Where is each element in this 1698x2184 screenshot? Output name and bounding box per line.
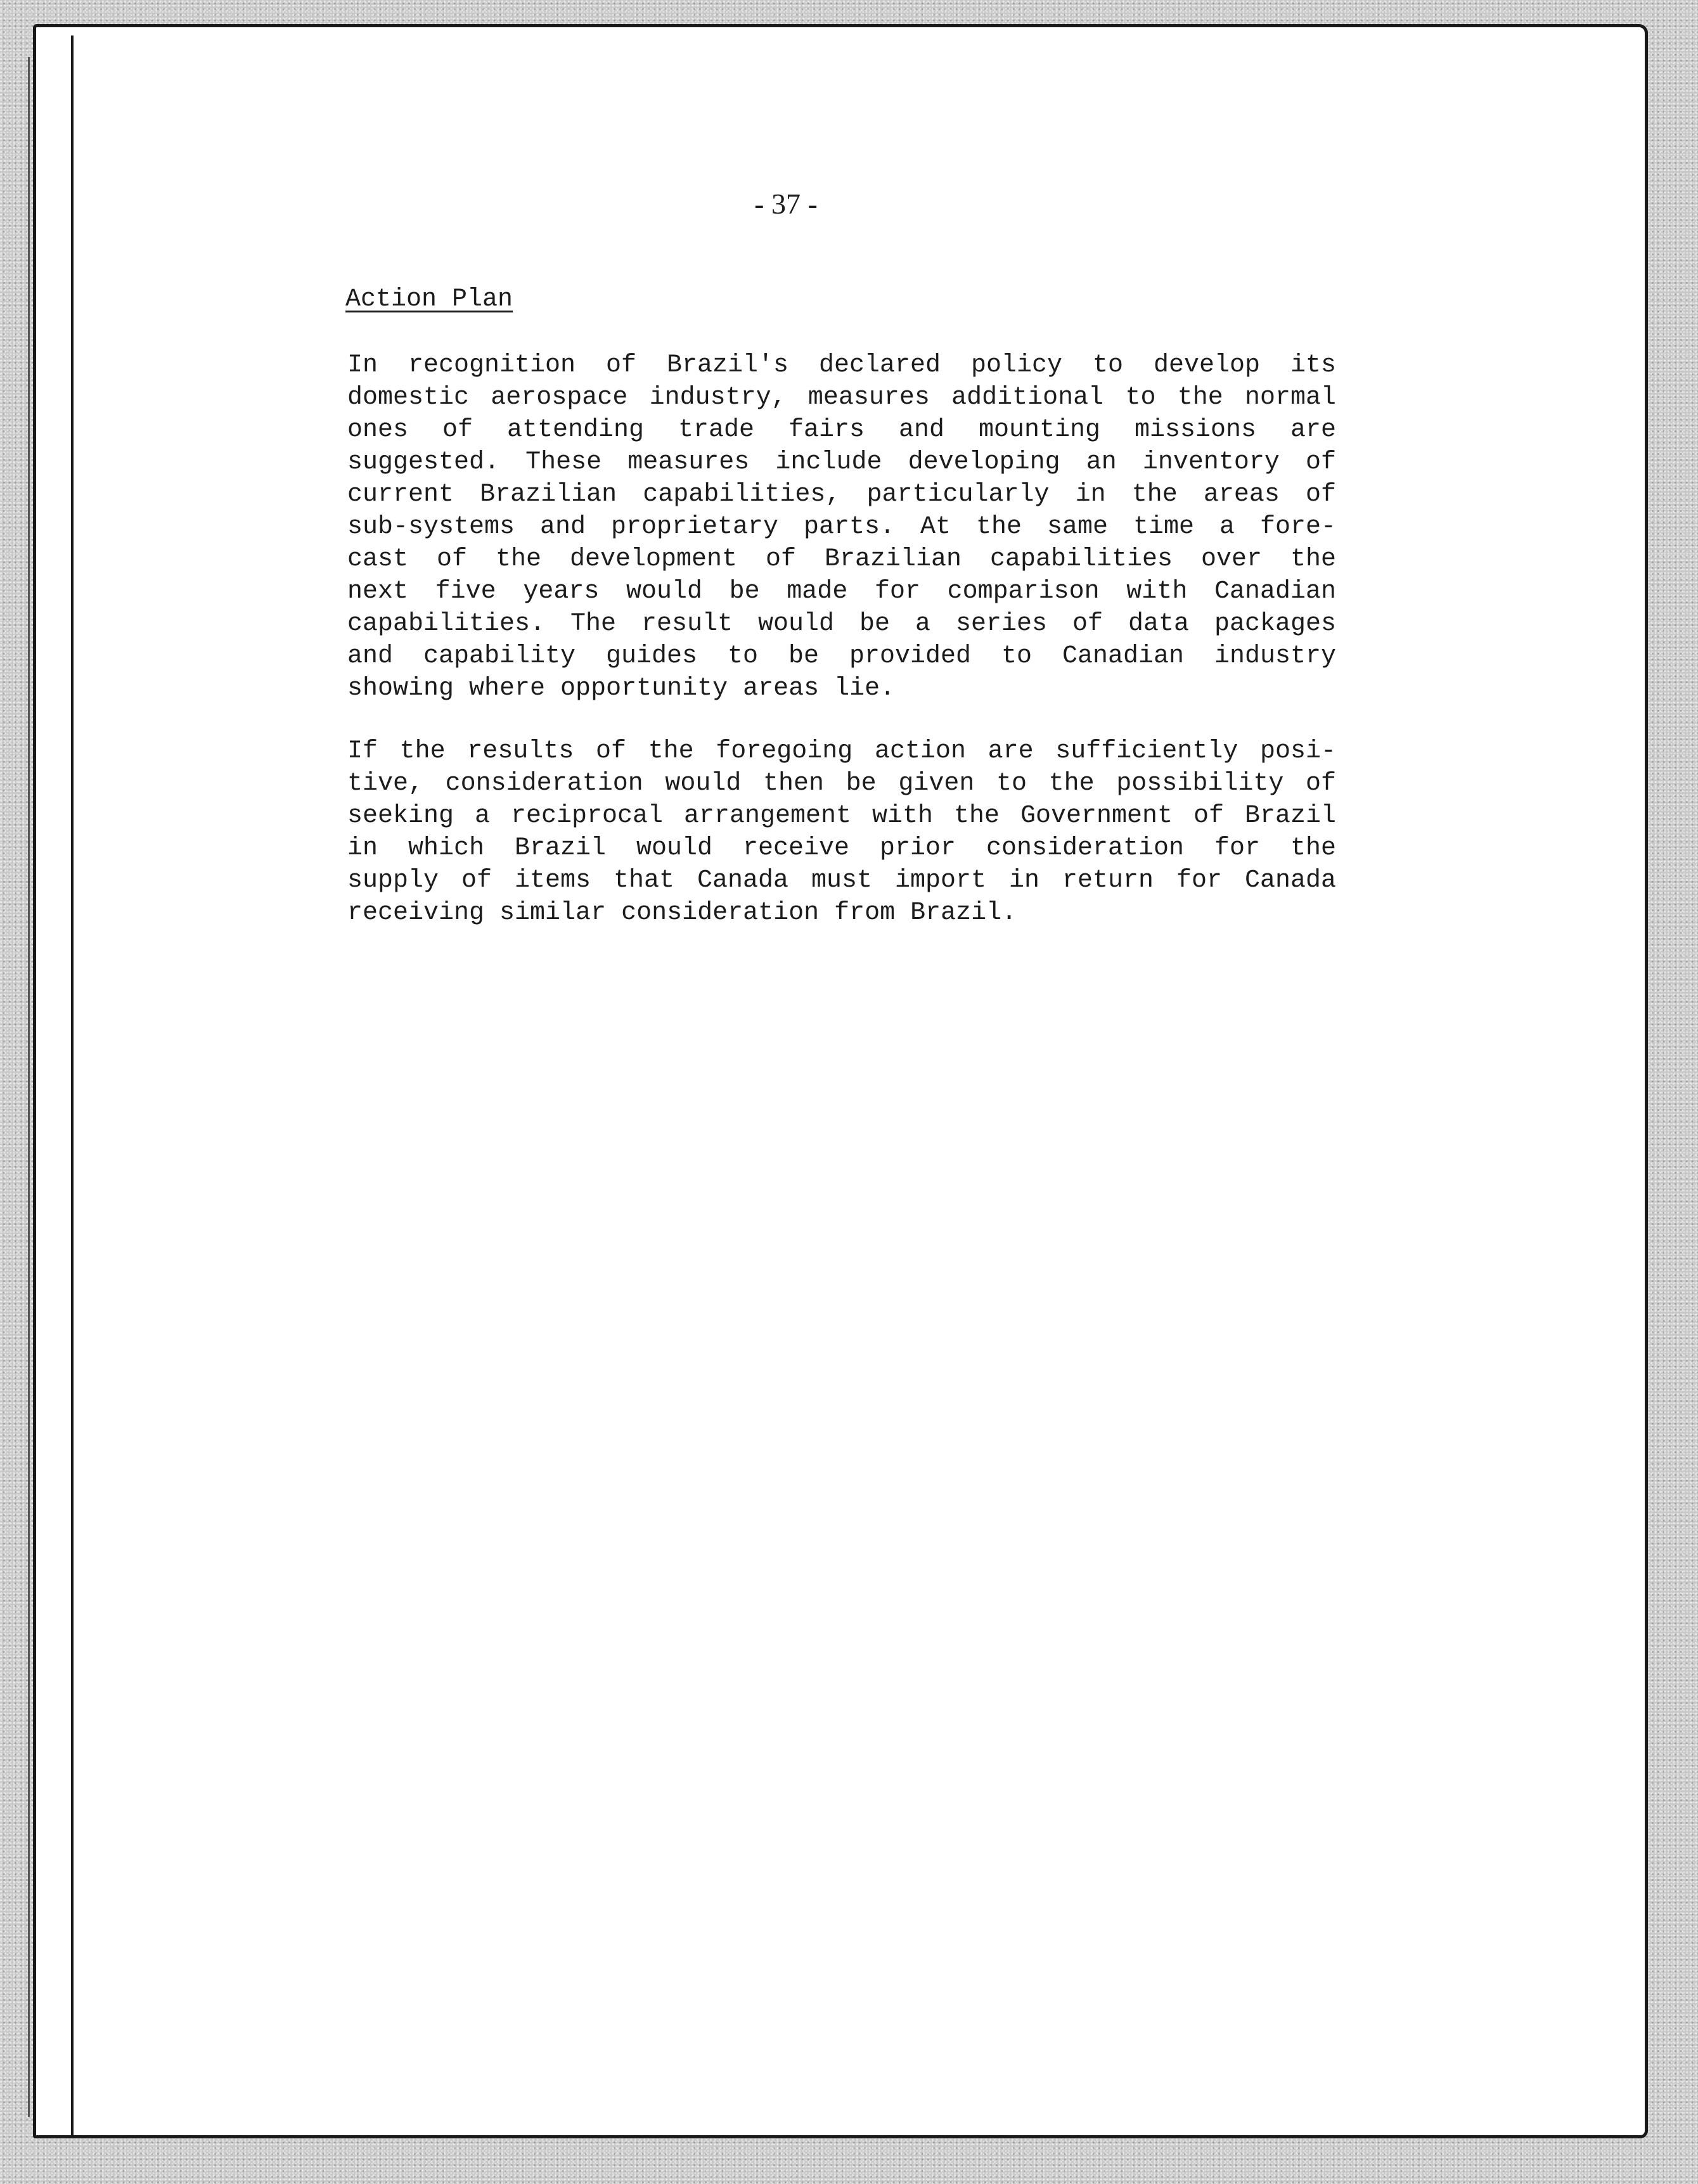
text-line: in which Brazil would receive prior consideration for the	[347, 834, 1336, 863]
text-line: next five years would be made for comparison with Canadian	[347, 577, 1336, 606]
text-line: sub-systems and proprietary parts. At the same time a fore-	[347, 513, 1336, 541]
text-line: tive, consideration would then be given to the possibility of	[347, 769, 1336, 798]
text-line: seeking a reciprocal arrangement with the Government of Brazil	[347, 802, 1336, 830]
paragraph-2	[347, 735, 1336, 929]
text-line: showing where opportunity areas lie.	[347, 674, 896, 703]
text-line: supply of items that Canada must import in return for Canada	[347, 866, 1336, 895]
document-page	[33, 24, 1648, 2138]
paragraph-1	[347, 349, 1336, 705]
text-line: suggested. These measures include developing an inventory of	[347, 448, 1336, 477]
text-line: domestic aerospace industry, measures additional to the normal	[347, 383, 1336, 412]
text-line: current Brazilian capabilities, particularly in the areas of	[347, 480, 1336, 509]
binding-edge-outer	[28, 57, 30, 2117]
text-line: ones of attending trade fairs and mounting missions are	[347, 416, 1336, 444]
text-line: receiving similar consideration from Brazil.	[347, 899, 1017, 927]
section-heading: Action Plan	[345, 285, 513, 314]
page-number: - 37 -	[754, 188, 818, 220]
text-line: and capability guides to be provided to Canadian industry	[347, 642, 1336, 671]
binding-edge	[71, 35, 74, 2138]
text-line: In recognition of Brazil's declared policy to develop its	[347, 351, 1336, 380]
text-line: If the results of the foregoing action are sufficiently posi-	[347, 737, 1336, 766]
text-line: capabilities. The result would be a series of data packages	[347, 610, 1336, 638]
text-line: cast of the development of Brazilian capabilities over the	[347, 545, 1336, 574]
